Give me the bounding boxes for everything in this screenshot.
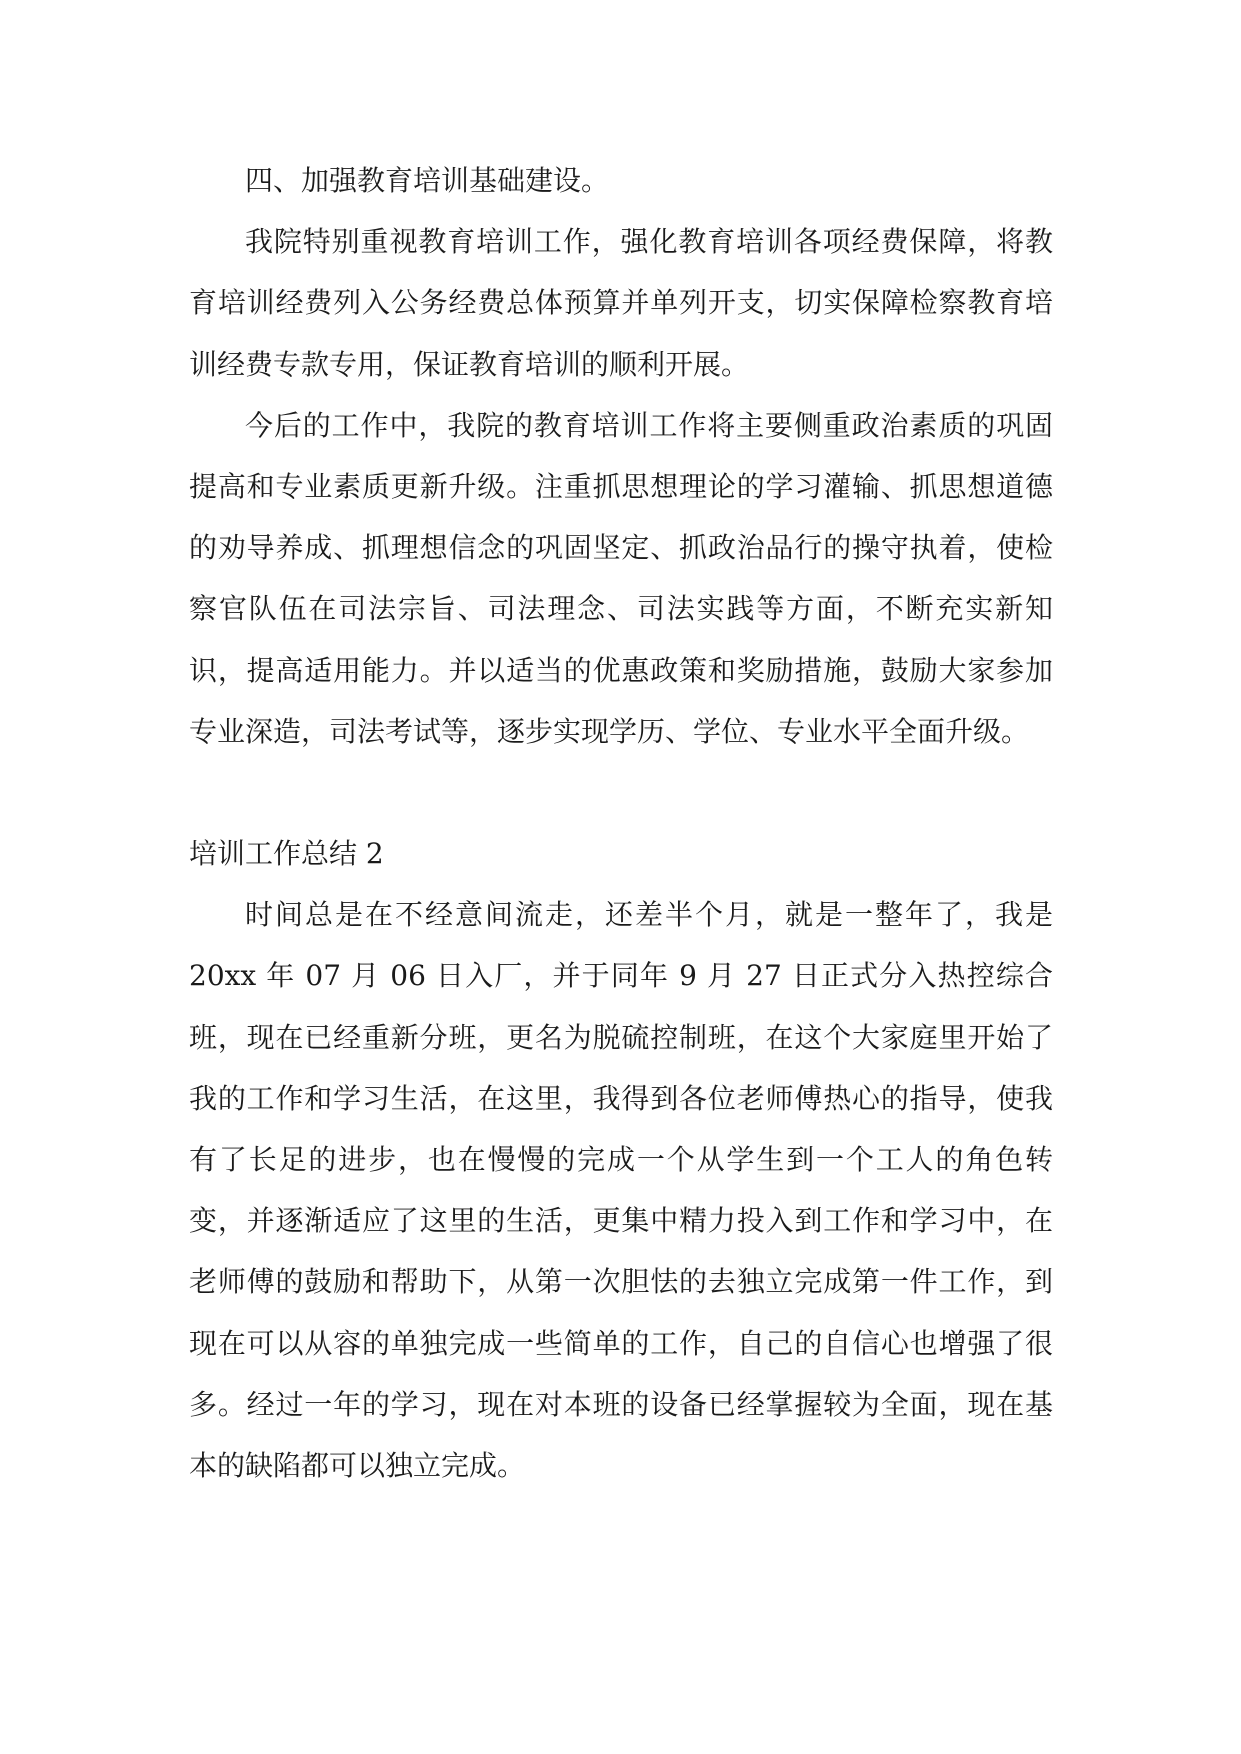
section-spacer	[189, 762, 1053, 823]
paragraph: 我院特别重视教育培训工作，强化教育培训各项经费保障，将教育培训经费列入公务经费总体预算并单列开支，切实保障检察教育培训经费专款专用，保证教育培训的顺利开展。	[189, 225, 1053, 381]
paragraph: 今后的工作中，我院的教育培训工作将主要侧重政治素质的巩固提高和专业素质更新升级。注重抓思想理论的学习灌输、抓思想道德的劝导养成、抓理想信念的巩固坚定、抓政治品行的操守执着，使检察官队伍在司法宗旨、司法理念、司法实践等方面，不断充实新知识，提高适用能力。并以适当的优惠政策和奖励措施，鼓励大家参加专业深造，司法考试等，逐步实现学历、学位、专业水平全面升级。	[189, 408, 1053, 748]
section-title: 培训工作总结 2	[189, 837, 384, 871]
section-heading: 四、加强教育培训基础建设。	[245, 164, 610, 197]
document-body	[189, 150, 1053, 1496]
paragraph: 时间总是在不经意间流走，还差半个月，就是一整年了，我是20xx 年 07 月 06 日入厂，并于同年 9 月 27 日正式分入热控综合班，现在已经重新分班，更名为脱硫控制班，在这个大家庭里开始了我的工作和学习生活，在这里，我得到各位老师傅热心的指导，使我有了长足的进步，也在慢慢的完成一个从学生到一个工人的角色转变，并逐渐适应了这里的生活，更集中精力投入到工作和学习中，在老师傅的鼓励和帮助下，从第一次胆怯的去独立完成第一件工作，到现在可以从容的单独完成一些简单的工作，自己的自信心也增强了很多。经过一年的学习，现在对本班的设备已经掌握较为全面，现在基本的缺陷都可以独立完成。	[189, 898, 1053, 1483]
